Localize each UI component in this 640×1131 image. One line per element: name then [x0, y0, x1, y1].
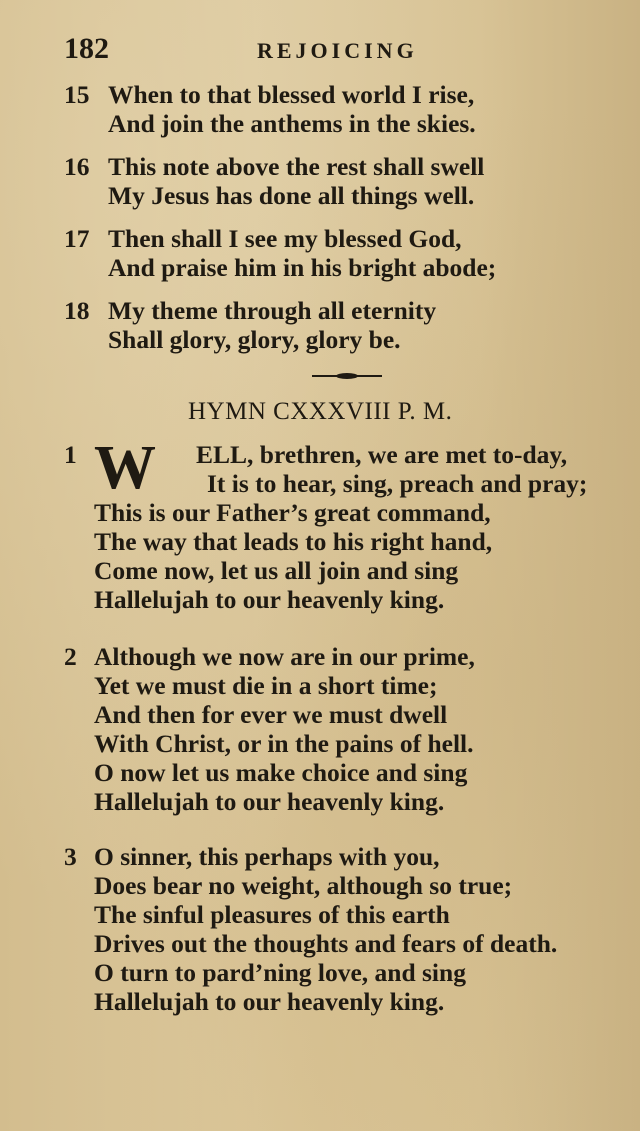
verse-line: This is our Father’s great command,: [94, 498, 491, 527]
verse-line: Come now, let us all join and sing: [94, 556, 459, 585]
hymn-stanza-2: [64, 642, 624, 816]
stanza-number: 15: [64, 80, 90, 109]
stanza-number: 2: [64, 642, 77, 671]
verse-line: O sinner, this perhaps with you,: [94, 842, 440, 871]
verse-line: The way that leads to his right hand,: [94, 527, 493, 556]
verse-line: This note above the rest shall swell: [108, 152, 485, 181]
stanza-17: [64, 224, 624, 282]
verse-line: My theme through all eternity: [108, 296, 437, 325]
verse-line: O now let us make choice and sing: [94, 758, 468, 787]
stanza-number: 16: [64, 152, 90, 181]
verse-line: When to that blessed world I rise,: [108, 80, 475, 109]
stanza-16: [64, 152, 624, 210]
verse-line: The sinful pleasures of this earth: [94, 900, 450, 929]
hymn-stanza-3: [64, 842, 624, 1016]
verse-line: ELL, brethren, we are met to-day,: [196, 440, 568, 469]
verse-line: O turn to pard’ning love, and sing: [94, 958, 466, 987]
stanza-18: [64, 296, 624, 354]
verse-line: Yet we must die in a short time;: [94, 671, 438, 700]
drop-cap: W: [94, 434, 156, 502]
running-head: REJOICING: [257, 38, 418, 63]
verse-line: With Christ, or in the pains of hell.: [94, 729, 474, 758]
page-number: 182: [64, 32, 109, 65]
stanza-number: 18: [64, 296, 90, 325]
verse-line: Hallelujah to our heavenly king.: [94, 787, 445, 816]
rule-ornament-icon: [312, 372, 382, 380]
verse-line: And join the anthems in the skies.: [108, 109, 476, 138]
verse-line: Does bear no weight, although so true;: [94, 871, 513, 900]
verse-line: My Jesus has done all things well.: [108, 181, 475, 210]
verse-line: It is to hear, sing, preach and pray;: [207, 469, 588, 498]
verse-line: And praise him in his bright abode;: [108, 253, 497, 282]
stanza-number: 1: [64, 440, 77, 469]
stanza-number: 3: [64, 842, 77, 871]
verse-line: And then for ever we must dwell: [94, 700, 448, 729]
verse-line: Drives out the thoughts and fears of death.: [94, 929, 558, 958]
verse-line: Then shall I see my blessed God,: [108, 224, 462, 253]
hymn-stanza-1: [64, 434, 624, 614]
page-header: [64, 32, 584, 72]
stanza-number: 17: [64, 224, 90, 253]
hymn-title: HYMN CXXXVIII P. M.: [188, 398, 453, 425]
stanza-15: [64, 80, 624, 138]
verse-line: Shall glory, glory, glory be.: [108, 325, 401, 354]
verse-line: Hallelujah to our heavenly king.: [94, 987, 445, 1016]
verse-line: Hallelujah to our heavenly king.: [94, 585, 445, 614]
verse-line: Although we now are in our prime,: [94, 642, 475, 671]
